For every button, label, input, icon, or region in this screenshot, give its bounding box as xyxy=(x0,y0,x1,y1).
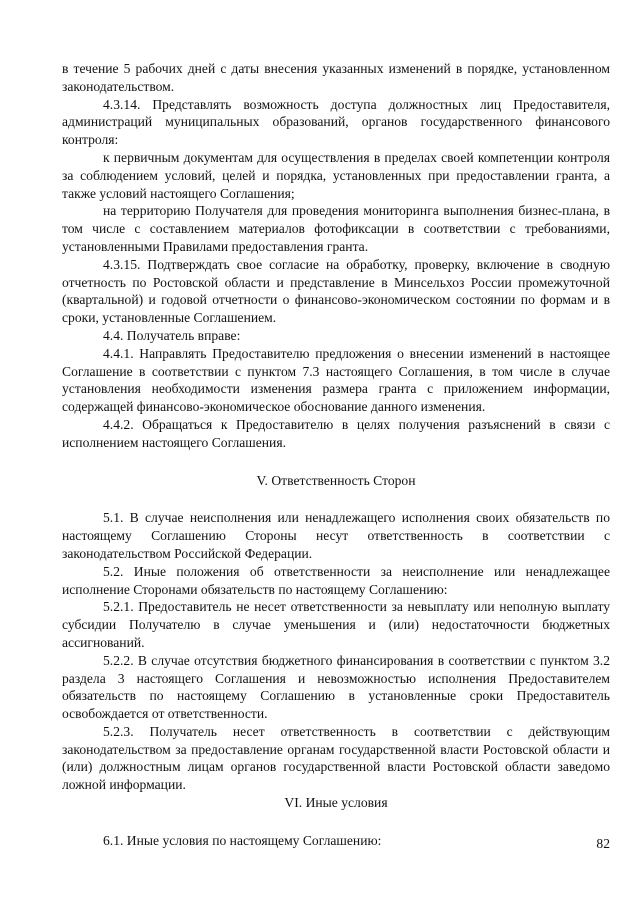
paragraph-4-4-1: 4.4.1. Направлять Предоставителю предложения о внесении изменений в настоящее Соглашение в соответствии с пунктом 7.3 настоящего Соглашения, в том числе в случае установления необходимости изменения размера гранта с приложением информации, содержащей финансово-экономическое обоснование данного изменения. xyxy=(62,345,610,415)
paragraph-5-2: 5.2. Иные положения об ответственности за неисполнение или ненадлежащее исполнение Сторонами обязательств по настоящему Соглашению: xyxy=(62,563,610,597)
paragraph-4-4-2: 4.4.2. Обращаться к Предоставителю в целях получения разъяснений в связи с исполнением настоящего Соглашения. xyxy=(62,416,610,450)
paragraph-4-3-15: 4.3.15. Подтверждать свое согласие на обработку, проверку, включение в сводную отчетность по Ростовской области и представление в Минсельхоз России промежуточной (квартальной) и годовой отчетности о финансово-экономическом состоянии по формам и в сроки, установленные Соглашением. xyxy=(62,256,610,326)
page-number: 82 xyxy=(596,836,610,851)
paragraph-4-4: 4.4. Получатель вправе: xyxy=(103,327,241,343)
section-heading-6: VI. Иные условия xyxy=(284,795,388,811)
paragraph-5-2-2: 5.2.2. В случае отсутствия бюджетного финансирования в соответствии с пунктом 3.2 раздела 3 настоящего Соглашения и невозможностью исполнения Предоставителем обязательств по настоящему Соглашению в установленные сроки Предоставитель освобождается от ответственности. xyxy=(62,652,610,722)
document-page xyxy=(62,60,610,850)
paragraph-5-2-3: 5.2.3. Получатель несет ответственность в соответствии с действующим законодательством за предоставление органам государственной власти Ростовской области и (или) должностным лицам органов государственной власти Ростовской области заведомо ложной информации. xyxy=(62,723,610,793)
paragraph-5-1: 5.1. В случае неисполнения или ненадлежащего исполнения своих обязательств по настоящему Соглашению Стороны несут ответственность в соответствии с законодательством Российской Федерации. xyxy=(62,510,610,561)
paragraph-5-2-1: 5.2.1. Предоставитель не несет ответственности за невыплату или неполную выплату субсидии Получателю в случае уменьшения и (или) недостаточности бюджетных ассигнований. xyxy=(62,599,610,650)
paragraph-primary-documents: к первичным документам для осуществления в пределах своей компетенции контроля за соблюдением условий, целей и порядка, установленных при предоставлении гранта, а также условий настоящего Соглашения; xyxy=(62,149,610,201)
paragraph-4-3-14: 4.3.14. Представлять возможность доступа должностных лиц Предоставителя, администраций муниципальных образований, органов государственного финансового контроля: xyxy=(62,96,610,148)
paragraph-continuation: в течение 5 рабочих дней с даты внесения указанных изменений в порядке, установленном законодательством. xyxy=(62,61,610,94)
paragraph-6-1: 6.1. Иные условия по настоящему Соглашению: xyxy=(103,832,382,848)
section-heading-5: V. Ответственность Сторон xyxy=(256,472,416,488)
paragraph-territory: на территорию Получателя для проведения мониторинга выполнения бизнес-плана, в том числе с составлением материалов фотофиксации в соответствии с требованиями, установленными Правилами предоставления гранта. xyxy=(62,203,610,254)
